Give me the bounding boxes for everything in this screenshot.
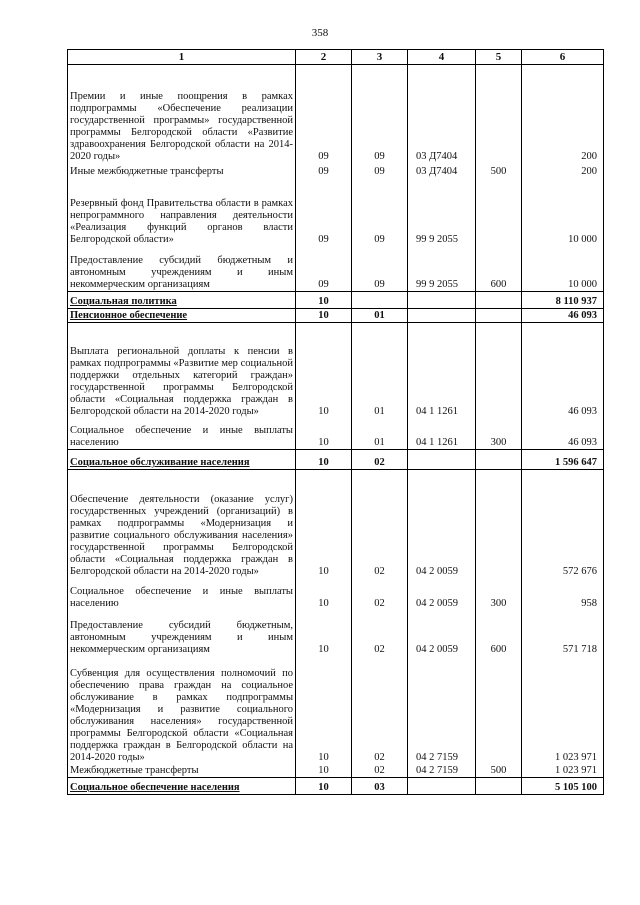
subsection-cell: 02: [352, 610, 408, 656]
col-header-2: 2: [296, 50, 352, 65]
description-cell: Социальное обеспечение и иные выплаты населению: [68, 578, 296, 610]
target-article-cell: 04 1 1261: [408, 323, 476, 418]
description-cell: Субвенция для осуществления полномочий по обеспечению права граждан на социальное обслуживание в рамках подпрограммы «Модернизация и развитие социального обслуживания населения» государственной программы Белгородской области «Социальная поддержка граждан в Белгородской области на 2014-2020 годы»: [68, 656, 296, 764]
description-cell: Выплата региональной доплаты к пенсии в рамках подпрограммы «Развитие мер социальной поддержки отдельных категорий граждан» государственной программы Белгородской области «Социальная поддержка граждан в Белгородской области на 2014-2020 годы»: [68, 323, 296, 418]
target-article-cell: [408, 778, 476, 795]
amount-cell: 200: [522, 163, 604, 178]
subsection-cell: 02: [352, 470, 408, 578]
section-total-row: [68, 292, 604, 309]
subsection-cell: 09: [352, 246, 408, 292]
amount-cell: 1 596 647: [522, 450, 604, 470]
target-article-cell: [408, 292, 476, 309]
budget-table: [67, 49, 604, 795]
table-row: [68, 578, 604, 610]
amount-cell: 46 093: [522, 309, 604, 323]
target-article-cell: 99 9 2055: [408, 178, 476, 246]
description-cell: Предоставление субсидий бюджетным и автономным учреждениям и иным некоммерческим организациям: [68, 246, 296, 292]
subsection-cell: 09: [352, 163, 408, 178]
section-cell: 10: [296, 656, 352, 764]
subsection-cell: 03: [352, 778, 408, 795]
table-row: [68, 656, 604, 764]
description-cell: Социальная политика: [68, 292, 296, 309]
section-total-row: [68, 309, 604, 323]
target-article-cell: 99 9 2055: [408, 246, 476, 292]
target-article-cell: 04 2 0059: [408, 578, 476, 610]
header-row: [68, 50, 604, 65]
subsection-cell: 02: [352, 764, 408, 778]
expense-type-cell: [476, 656, 522, 764]
table-row: [68, 610, 604, 656]
section-cell: 09: [296, 163, 352, 178]
target-article-cell: 04 1 1261: [408, 418, 476, 450]
col-header-6: 6: [522, 50, 604, 65]
expense-type-cell: 500: [476, 163, 522, 178]
expense-type-cell: [476, 65, 522, 163]
amount-cell: 46 093: [522, 323, 604, 418]
section-total-row: [68, 450, 604, 470]
amount-cell: 572 676: [522, 470, 604, 578]
section-cell: 10: [296, 610, 352, 656]
target-article-cell: 04 2 0059: [408, 610, 476, 656]
target-article-cell: [408, 309, 476, 323]
amount-cell: 46 093: [522, 418, 604, 450]
section-cell: 10: [296, 470, 352, 578]
section-cell: 10: [296, 323, 352, 418]
expense-type-cell: [476, 450, 522, 470]
section-cell: 09: [296, 246, 352, 292]
table-row: [68, 470, 604, 578]
subsection-cell: [352, 292, 408, 309]
subsection-cell: 02: [352, 450, 408, 470]
expense-type-cell: 300: [476, 418, 522, 450]
table-row: [68, 323, 604, 418]
col-header-4: 4: [408, 50, 476, 65]
section-cell: 10: [296, 418, 352, 450]
description-cell: Предоставление субсидий бюджетным, автономным учреждениям и иным некоммерческим организациям: [68, 610, 296, 656]
amount-cell: 1 023 971: [522, 764, 604, 778]
target-article-cell: 04 2 0059: [408, 470, 476, 578]
section-cell: 09: [296, 65, 352, 163]
subsection-cell: 09: [352, 178, 408, 246]
amount-cell: 958: [522, 578, 604, 610]
amount-cell: 8 110 937: [522, 292, 604, 309]
expense-type-cell: 500: [476, 764, 522, 778]
expense-type-cell: [476, 309, 522, 323]
section-cell: 10: [296, 778, 352, 795]
section-cell: 10: [296, 764, 352, 778]
amount-cell: 5 105 100: [522, 778, 604, 795]
section-total-row: [68, 778, 604, 795]
col-header-3: 3: [352, 50, 408, 65]
section-cell: 10: [296, 309, 352, 323]
subsection-cell: 01: [352, 418, 408, 450]
description-cell: Межбюджетные трансферты: [68, 764, 296, 778]
section-cell: 10: [296, 578, 352, 610]
description-cell: Пенсионное обеспечение: [68, 309, 296, 323]
expense-type-cell: 300: [476, 578, 522, 610]
description-cell: Социальное обеспечение населения: [68, 778, 296, 795]
section-cell: 10: [296, 450, 352, 470]
expense-type-cell: [476, 323, 522, 418]
section-cell: 09: [296, 178, 352, 246]
subsection-cell: 01: [352, 323, 408, 418]
expense-type-cell: 600: [476, 246, 522, 292]
subsection-cell: 02: [352, 656, 408, 764]
section-cell: 10: [296, 292, 352, 309]
expense-type-cell: [476, 178, 522, 246]
col-header-1: 1: [68, 50, 296, 65]
table-row: [68, 418, 604, 450]
expense-type-cell: [476, 470, 522, 578]
expense-type-cell: 600: [476, 610, 522, 656]
table-row: [68, 163, 604, 178]
description-cell: Иные межбюджетные трансферты: [68, 163, 296, 178]
description-cell: Премии и иные поощрения в рамках подпрограммы «Обеспечение реализации государственной программы» государственной программы Белгородской области «Развитие здравоохранения Белгородской области на 2014-2020 годы»: [68, 65, 296, 163]
description-cell: Социальное обслуживание населения: [68, 450, 296, 470]
table-row: [68, 65, 604, 163]
table-row: [68, 764, 604, 778]
description-cell: Резервный фонд Правительства области в рамках непрограммного направления деятельности «Реализация функций органов власти Белгородской области»: [68, 178, 296, 246]
col-header-5: 5: [476, 50, 522, 65]
description-cell: Обеспечение деятельности (оказание услуг) государственных учреждений (организаций) в рамках подпрограммы «Модернизация и развитие социального обслуживания населения» государственной программы Белгородской области «Социальная поддержка граждан в Белгородской области на 2014-2020 годы»: [68, 470, 296, 578]
amount-cell: 571 718: [522, 610, 604, 656]
target-article-cell: 04 2 7159: [408, 764, 476, 778]
subsection-cell: 09: [352, 65, 408, 163]
amount-cell: 10 000: [522, 178, 604, 246]
subsection-cell: 02: [352, 578, 408, 610]
table-row: [68, 178, 604, 246]
expense-type-cell: [476, 778, 522, 795]
amount-cell: 1 023 971: [522, 656, 604, 764]
target-article-cell: 03 Д7404: [408, 163, 476, 178]
table-row: [68, 246, 604, 292]
amount-cell: 10 000: [522, 246, 604, 292]
amount-cell: 200: [522, 65, 604, 163]
subsection-cell: 01: [352, 309, 408, 323]
target-article-cell: 03 Д7404: [408, 65, 476, 163]
target-article-cell: 04 2 7159: [408, 656, 476, 764]
target-article-cell: [408, 450, 476, 470]
expense-type-cell: [476, 292, 522, 309]
page-number: 358: [311, 27, 329, 39]
description-cell: Социальное обеспечение и иные выплаты населению: [68, 418, 296, 450]
